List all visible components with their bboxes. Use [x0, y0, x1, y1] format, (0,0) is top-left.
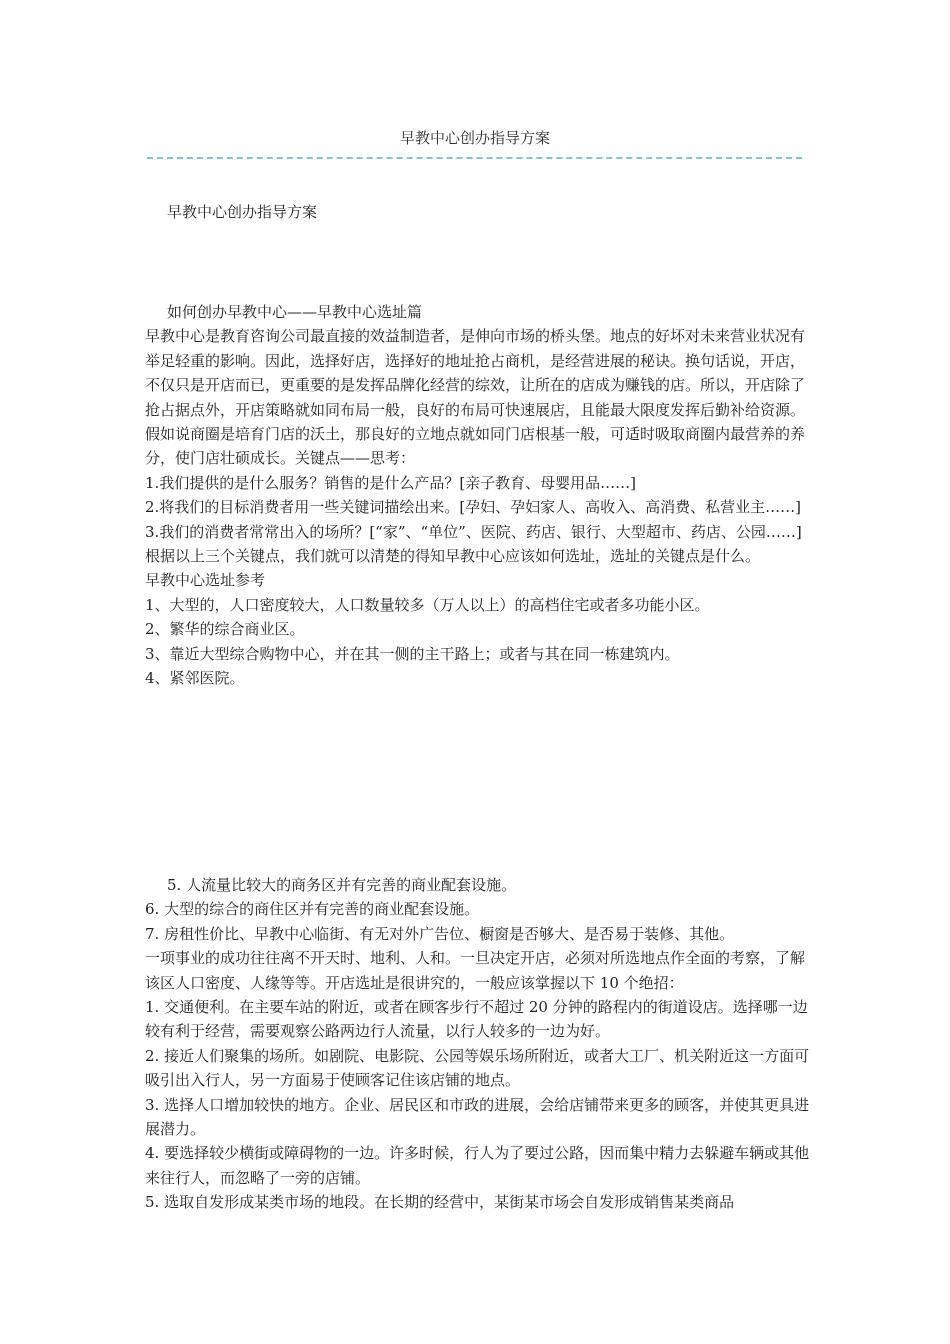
section-site-selection: [145, 300, 815, 691]
tip-item-2: 2. 接近人们聚集的场所。如剧院、电影院、公园等娱乐场所附近，或者大工厂、机关附近这一方面可吸引出入行人，另一方面易于使顾客记住该店铺的地点。: [145, 1046, 810, 1090]
reference-item-7: 7. 房租性价比、早教中心临街、有无对外广告位、橱窗是否够大、是否易于装修、其他。: [145, 924, 735, 943]
reference-item-2: 2、繁华的综合商业区。: [145, 620, 305, 639]
reference-item-5: 5. 人流量比较大的商务区并有完善的商业配套设施。: [167, 876, 517, 894]
tip-item-5: 5. 选取自发形成某类市场的地段。在长期的经营中，某街某市场会自发形成销售某类商品: [145, 1193, 735, 1212]
tip-item-1: 1. 交通便利。在主要车站的附近，或者在顾客步行不超过 20 分钟的路程内的街道设店。选择哪一边较有利于经营，需要观察公路两边行人流量，以行人较多的一边为好。: [145, 998, 808, 1041]
key-question-3: 3.我们的消费者常常出入的场所？[“家”、“单位”、医院、药店、银行、大型超市、药店、公园……]: [145, 522, 802, 541]
key-question-2: 2.将我们的目标消费者用一些关键词描绘出来。[孕妇、孕妇家人、高收入、高消费、私营业主……]: [145, 498, 802, 517]
reference-heading: 早教中心选址参考: [145, 571, 266, 590]
header-divider: [147, 157, 802, 159]
key-question-1: 1.我们提供的是什么服务？销售的是什么产品？[亲子教育、母婴用品……]: [145, 473, 637, 492]
tips-intro-paragraph: 一项事业的成功往往离不开天时、地利、人和。一旦决定开店，必须对所选地点作全面的考察，了解该区人口密度、人缘等等。开店选址是很讲究的，一般应该掌握以下 10 个绝招：: [145, 949, 806, 992]
reference-item-3: 3、靠近大型综合购物中心，并在其一侧的主干路上；或者与其在同一栋建筑内。: [145, 644, 680, 663]
tip-item-3: 3. 选择人口增加较快的地方。企业、居民区和市政的进展，会给店铺带来更多的顾客，并使其更具进展潜力。: [145, 1095, 810, 1139]
section-site-tips: [145, 873, 815, 1215]
reference-item-1: 1、大型的，人口密度较大，人口数量较多（万人以上）的高档住宅或者多功能小区。: [145, 595, 710, 614]
header-title: 早教中心创办指导方案: [399, 129, 550, 147]
conclusion-paragraph: 根据以上三个关键点，我们就可以清楚的得知早教中心应该如何选址，选址的关键点是什么。: [145, 547, 761, 566]
document-title: 早教中心创办指导方案: [167, 203, 318, 221]
tip-item-4: 4. 要选择较少横街或障碍物的一边。许多时候，行人为了要过公路，因而集中精力去躲避车辆或其他来往行人，而忽略了一旁的店铺。: [145, 1144, 810, 1187]
reference-item-6: 6. 大型的综合的商住区并有完善的商业配套设施。: [145, 900, 480, 919]
intro-paragraph: 早教中心是教育咨询公司最直接的效益制造者，是伸向市场的桥头堡。地点的好坏对未来营业状况有举足轻重的影响。因此，选择好店，选择好的地址抢占商机，是经营进展的秘诀。换句话说，开店，不仅只是开店而已，更重要的是发挥品牌化经营的综效，让所在的店成为赚钱的店。所以，开店除了抢占据点外，开店策略就如同布局一般，良好的布局可快速展店，且能最大限度发挥后勤补给资源。假如说商圈是培育门店的沃土，那良好的立地点就如同门店根基一般，可适时吸取商圈内最营养的养分，使门店壮硕成长。关键点——思考：: [145, 327, 806, 468]
reference-item-4: 4、紧邻医院。: [145, 669, 245, 688]
section-heading: 如何创办早教中心——早教中心选址篇: [167, 303, 423, 321]
